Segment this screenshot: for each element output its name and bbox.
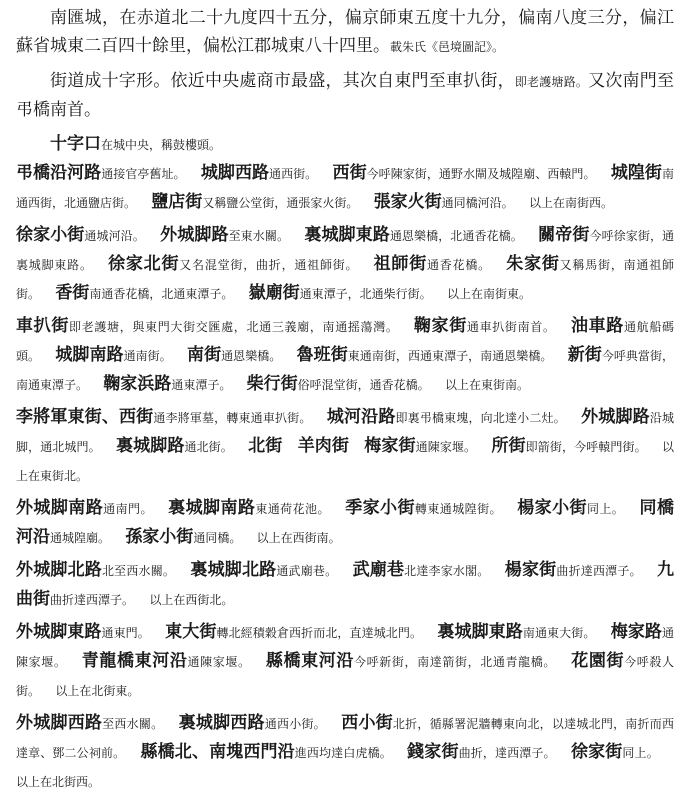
street-name: 武廟巷: [352, 560, 405, 580]
street-name: 城脚西路: [200, 163, 270, 183]
street-group: [16, 556, 674, 614]
street-name: 裏城脚北路: [190, 560, 277, 580]
street-entry: [168, 498, 330, 518]
street-note: 通接官亭舊址。: [101, 167, 186, 181]
street-entry: [16, 316, 399, 336]
street-note: 至東水關。: [228, 229, 290, 243]
street-name: 九曲街: [16, 560, 674, 609]
intro-paragraph: [16, 4, 674, 61]
street-entry: [16, 407, 312, 427]
street-name: 弔橋沿河路: [16, 163, 102, 183]
streets-intro-text-2: 又次南門至弔橋南首。: [16, 71, 674, 120]
street-note: 即裏弔橋東塊，向北達小二灶。: [395, 411, 566, 425]
street-note: 通航船碼頭。: [16, 320, 674, 363]
street-entry: [247, 374, 430, 394]
street-note: 又名混堂街，曲折，通祖師街。: [179, 258, 359, 272]
intro-source-note: 載朱氏《邑境圖記》。: [390, 40, 505, 54]
street-note: 沿城脚，通北城門。: [16, 411, 674, 454]
street-note: 今呼殺人街。: [16, 655, 675, 698]
street-entry: [505, 560, 642, 580]
street-name: 梅家街: [364, 436, 416, 456]
street-entry: [248, 436, 282, 456]
street-note: 通南門。: [103, 502, 153, 516]
street-groups: [16, 159, 674, 796]
street-entry: [103, 374, 231, 394]
street-name: 外城脚西路: [16, 713, 103, 733]
street-name: 西小街: [341, 713, 393, 733]
street-name: 西街: [332, 163, 367, 183]
street-note: 東通南街，西通東潭子，南通恩樂橋。: [347, 349, 553, 363]
street-note: 通香花橋。: [427, 258, 491, 272]
street-name: 柴行街: [246, 374, 298, 394]
street-note: 北達李家水閣。: [404, 564, 490, 578]
street-note: 通南街。: [123, 349, 172, 363]
street-name: 鞠家街: [413, 316, 467, 336]
street-name: 梅家路: [610, 622, 663, 642]
group-location-note: 以上在北街西。: [16, 775, 101, 789]
street-entry: [304, 225, 523, 245]
street-note: 南通香花橋，北通東潭子。: [89, 287, 234, 301]
street-name: 裏城脚西路: [178, 713, 265, 733]
street-entry: [16, 225, 145, 245]
street-note: 即箭街，今呼轅門街。: [525, 440, 647, 454]
street-note: 通李將軍墓，轉東通車扒街。: [153, 411, 312, 425]
street-name: 羊肉街: [297, 436, 349, 456]
street-note: 通武廟巷。: [276, 564, 338, 578]
street-name: 錢家街: [407, 742, 459, 762]
street-group: [16, 403, 674, 490]
street-entry: [297, 345, 553, 365]
street-note: 轉東通城隍街。: [414, 502, 502, 516]
street-note: 又稱馬街，南通祖師街。: [16, 258, 675, 301]
street-note: 曲折達西潭子。: [556, 564, 642, 578]
street-name: 徐家街: [571, 742, 623, 762]
street-entry: [517, 498, 624, 518]
street-group: [16, 159, 674, 217]
street-entry: [187, 345, 281, 365]
street-note: 今呼徐家街，通裏城脚東路。: [16, 229, 675, 272]
street-entry: [160, 225, 289, 245]
street-entry: [298, 436, 349, 456]
street-note: 通東門。: [101, 626, 150, 640]
street-entry: [55, 283, 233, 303]
group-location-note: 以上在東街南。: [444, 378, 529, 392]
street-note: 又稱鹽公堂街，通張家火街。: [202, 196, 359, 210]
street-name: 季家小街: [345, 498, 415, 518]
street-name: 花園街: [571, 651, 625, 671]
street-note: 通同橋河沿。: [441, 196, 514, 210]
street-name: 縣橋東河沿: [265, 651, 355, 671]
street-entry: [374, 192, 514, 212]
streets-intro-note: 即老護塘路。: [514, 75, 589, 89]
intro-text: 南匯城，在赤道北二十九度四十五分，偏京師東五度十九分，偏南八度三分，偏江蘇省城東二百四十餘里，偏松江郡城東八十四里。: [16, 8, 674, 56]
street-name: 朱家街: [506, 254, 560, 274]
street-name: 所街: [491, 436, 526, 456]
street-name: 裏城脚東路: [437, 622, 523, 642]
street-entry: [266, 651, 556, 671]
street-name: 裏城脚南路: [168, 498, 256, 518]
street-note: 曲折，達西潭子。: [458, 746, 556, 760]
street-name: 縣橋北、南塊西門沿: [140, 742, 295, 762]
group-location-note: 以上在南街西。: [528, 196, 613, 210]
street-name: 外城脚東路: [16, 622, 102, 642]
street-entry: [437, 622, 595, 642]
street-name: 鹽店街: [151, 192, 203, 212]
street-note: 即老護塘，與東門大街交匯處，北通三義廟，南通摇蕩灣。: [69, 320, 399, 334]
street-entry: [16, 713, 163, 733]
street-note: 南通西街，北通鹽店街。: [16, 167, 674, 210]
street-entry: [82, 651, 251, 671]
street-name: 楊家小街: [517, 498, 587, 518]
street-name: 徐家小街: [16, 225, 85, 245]
group-location-note: 以上在西街南。: [256, 531, 341, 545]
crossroad-name: 十字口: [50, 134, 101, 154]
street-entry: [491, 436, 646, 456]
street-note: 轉北經積穀倉西折而北，直達城北門。: [216, 626, 423, 640]
street-name: 關帝街: [538, 225, 590, 245]
street-name: 新街: [567, 345, 602, 365]
street-entry: [374, 254, 491, 274]
street-entry: [125, 527, 241, 547]
street-note: 通西街。: [269, 167, 318, 181]
street-entry: [116, 436, 233, 456]
street-note: 通同橋。: [193, 531, 242, 545]
street-note: 通東潭子。: [171, 378, 232, 392]
street-note: 北折，循縣署泥牆轉東向北，以達城北門，南折而西達章、鄧二公祠前。: [16, 717, 674, 760]
street-entry: [165, 622, 422, 642]
street-entry: [16, 622, 150, 642]
street-note: 通陳家堰。: [415, 440, 477, 454]
street-note: 至西水關。: [102, 717, 164, 731]
street-entry: [16, 163, 186, 183]
street-note: 通恩樂橋。: [221, 349, 282, 363]
street-name: 外城脚路: [581, 407, 650, 427]
streets-intro-paragraph: [16, 67, 674, 124]
street-name: 城隍街: [610, 163, 662, 183]
street-note: 通城隍廟。: [50, 531, 111, 545]
street-note: 今呼陳家街，通野水閘及城隍廟、西轅門。: [366, 167, 596, 181]
street-name: 李將軍東街、西街: [16, 407, 154, 427]
street-note: 同上。: [586, 502, 625, 516]
street-note: 今呼新街，南達箭街，北通青龍橋。: [354, 655, 556, 669]
street-group: [16, 494, 674, 552]
group-location-note: 以上在南街東。: [446, 287, 531, 301]
street-name: 楊家街: [504, 560, 557, 580]
group-location-note: 以上在北街東。: [55, 684, 140, 698]
street-entry: [16, 498, 153, 518]
street-entry: [201, 163, 317, 183]
street-name: 嶽廟街: [248, 283, 300, 303]
street-entry: [345, 498, 502, 518]
street-entry: [179, 713, 326, 733]
street-name: 北街: [248, 436, 283, 456]
group-location-note: 以上在西街北。: [149, 593, 234, 607]
street-note: 通陳家堰。: [16, 626, 675, 669]
crossroad-paragraph: [16, 130, 674, 159]
street-entry: [55, 345, 171, 365]
street-name: 南街: [187, 345, 222, 365]
street-name: 魯班街: [296, 345, 348, 365]
street-entry: [108, 254, 358, 274]
street-name: 張家火街: [373, 192, 442, 212]
street-name: 青龍橋東河沿: [81, 651, 188, 671]
street-group: [16, 709, 674, 796]
crossroad-note: 在城中央，稱鼓樓頭。: [101, 138, 222, 152]
street-note: 北至西水關。: [101, 564, 176, 578]
street-note: 今呼典當街，南通東潭子。: [16, 349, 675, 392]
street-name: 鞠家浜路: [103, 374, 172, 394]
street-note: 東通荷花池。: [255, 502, 330, 516]
street-entry: [407, 742, 556, 762]
street-name: 徐家北街: [108, 254, 180, 274]
street-name: 祖師街: [373, 254, 428, 274]
street-name: 外城脚路: [160, 225, 229, 245]
street-note: 同上。: [622, 746, 659, 760]
street-note: 南通東大街。: [522, 626, 596, 640]
street-name: 裏城脚路: [116, 436, 185, 456]
street-name: 同橋河沿: [16, 498, 674, 547]
street-note: 曲折達西潭子。: [50, 593, 135, 607]
street-note: 通北街。: [184, 440, 233, 454]
street-name: 孫家小街: [125, 527, 194, 547]
street-entry: [327, 407, 566, 427]
streets-intro-text-1: 街道成十字形。依近中央處商市最盛，其次自東門至車扒街，: [50, 71, 515, 91]
street-name: 裏城脚東路: [304, 225, 390, 245]
street-entry: [190, 560, 337, 580]
street-group: [16, 618, 674, 705]
street-group: [16, 312, 674, 399]
street-entry: [364, 436, 476, 456]
street-name: 油車路: [570, 316, 624, 336]
street-entry: [333, 163, 596, 183]
street-note: 通恩樂橋，北通香花橋。: [389, 229, 523, 243]
street-note: 通東潭子，北通柴行街。: [299, 287, 432, 301]
street-entry: [151, 192, 358, 212]
street-entry: [16, 560, 175, 580]
street-group: [16, 221, 674, 308]
street-name: 城河沿路: [326, 407, 396, 427]
street-note: 通陳家堰。: [187, 655, 251, 669]
street-name: 外城脚南路: [16, 498, 104, 518]
street-note: 通西小街。: [264, 717, 326, 731]
street-name: 香街: [55, 283, 90, 303]
street-name: 外城脚北路: [16, 560, 102, 580]
street-name: 車扒街: [16, 316, 70, 336]
street-entry: [141, 742, 392, 762]
group-location-note: 以上在東街北。: [16, 440, 675, 483]
street-note: 通車扒街南首。: [466, 320, 556, 334]
street-entry: [353, 560, 490, 580]
street-note: 進西均達白虎橋。: [294, 746, 392, 760]
street-entry: [249, 283, 432, 303]
street-name: 東大街: [165, 622, 217, 642]
street-entry: [414, 316, 556, 336]
street-name: 城脚南路: [55, 345, 124, 365]
street-note: 通城河沿。: [84, 229, 145, 243]
street-entry: [571, 742, 659, 762]
street-note: 俗呼混堂街，通香花橋。: [297, 378, 430, 392]
